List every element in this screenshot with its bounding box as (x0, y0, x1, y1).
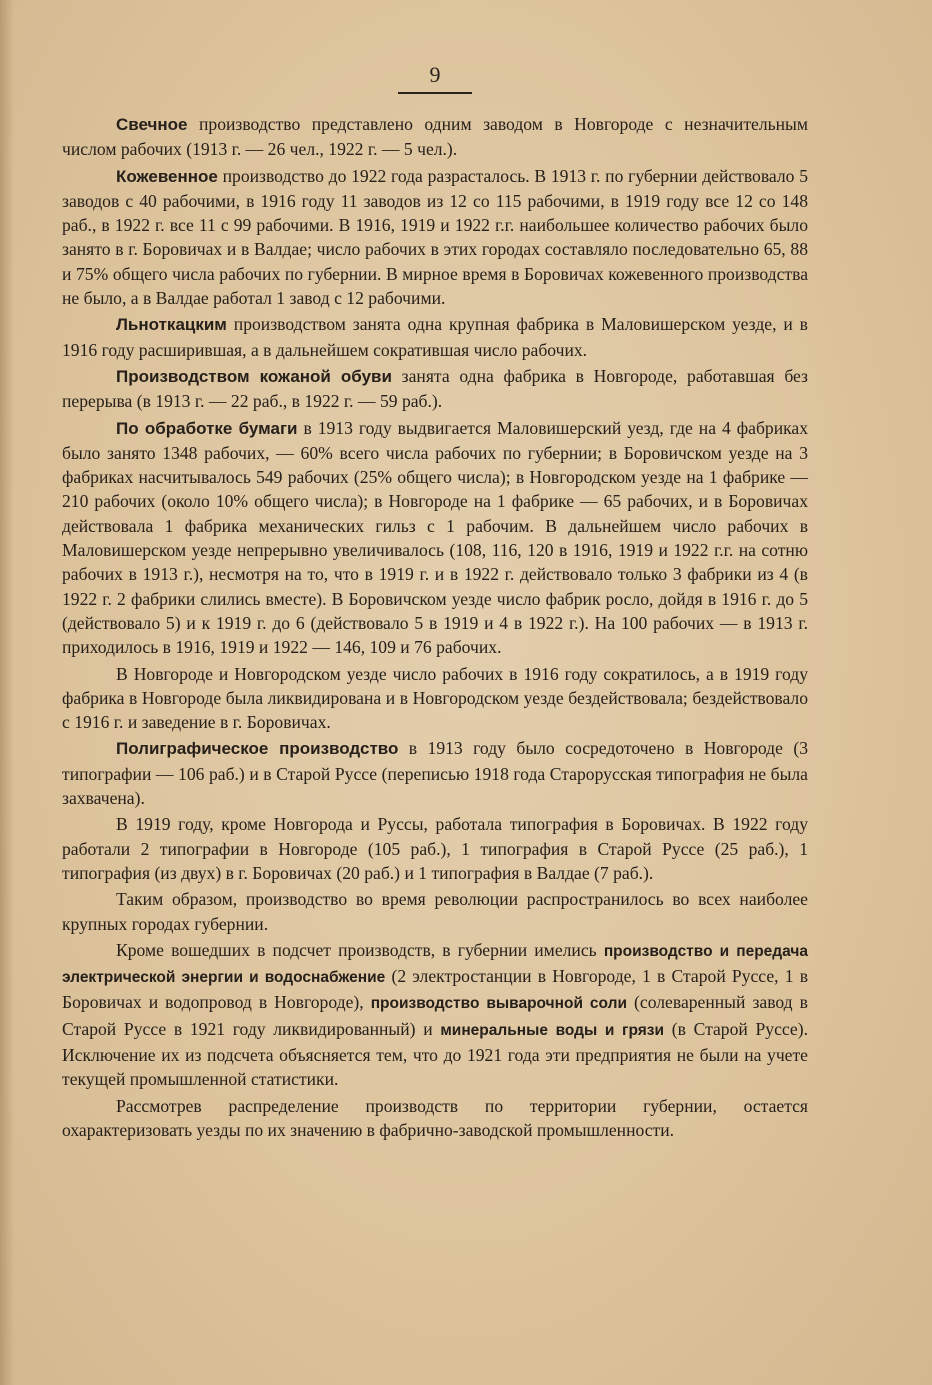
bold-term: минеральные воды и грязи (440, 1021, 665, 1039)
bold-term: Производством кожаной обуви (116, 366, 392, 386)
paragraph (62, 164, 808, 311)
paragraph-text: производство представлено одним заводом в Новгороде с незначительным числом рабочих (1913 г. — 26 чел., 1922 г. — 5 чел.). (62, 114, 808, 160)
page-number: 9 (398, 62, 472, 94)
bold-term: По обработке бумаги (116, 418, 298, 438)
paragraph (62, 887, 808, 936)
paragraph (62, 736, 808, 810)
paragraph-text: Кроме вошедших в подсчет производств, в губернии имелись (116, 939, 604, 960)
bold-term: производство выварочной соли (370, 995, 628, 1013)
paragraph (62, 312, 808, 362)
paragraph-text: (в Старой Руссе). Исключение их из подсчета объясняется тем, что до 1921 года эти предприятия не были на учете текущей промышленной статистики. (62, 1018, 808, 1090)
paragraph-text: (2 электростанции в Новгороде, 1 в Старой Руссе, 1 в Боровичах и водопровод в Новгороде), (62, 966, 809, 1013)
paragraph-text: производство до 1922 года разрасталось. В 1913 г. по губернии действовало 5 заводов с 40 рабочими, в 1916 году 11 заводов из 12 со 115 рабочими, в 1919 году все 12 со 148 раб., в 1922 г. все 11 с 99 рабочими. В 1916, 1919 и 1922 г.г. наибольшее количество рабочих было занято в г. Боровичах и в Валдае; число рабочих в этих городах составляло последовательно 65, 88 и 75% общего числа рабочих по губернии. В мирное время в Боровичах кожевенного производства не было, а в Валдае работал 1 завод с 12 рабочими. (62, 165, 808, 309)
bold-term: Полиграфическое производство (116, 739, 399, 759)
paragraph-text: Таким образом, производство во время революции распространилось во всех наиболее крупных городах губернии. (62, 889, 808, 934)
paragraph-text: в 1913 году было сосредоточено в Новгороде (3 типографии — 106 раб.) и в Старой Руссе (переписью 1918 года Старорусская типография не была захвачена). (62, 738, 809, 809)
paragraph-text: В Новгороде и Новгородском уезде число рабочих в 1916 году сократилось, а в 1919 году фабрика в Новгороде была ликвидирована и в Новгородском уезде бездействовала; бездействовало с 1916 г. и заведение в г. Боровичах. (62, 663, 808, 733)
bold-term: Свечное (116, 115, 188, 134)
body-text (62, 112, 808, 1144)
bold-term: производство и передача электрической энергии и водоснабжение (62, 942, 808, 987)
paragraph (62, 938, 808, 1092)
paragraph-text: производством занята одна крупная фабрика в Маловишерском уезде, и в 1916 году расширившая, а в дальнейшем сократившая число рабочих. (62, 314, 808, 360)
paragraph-text: в 1913 году выдвигается Маловишерский уезд, где на 4 фабриках было занято 1348 рабочих, — 60% всего числа рабочих по губернии; в Боровичском уезде на 3 фабриках насчитывалось 549 рабочих (25% общего числа); в Новгородском уезде на 1 фабрике — 210 рабочих (около 10% общего числа); в Новгороде на 1 фабрике — 65 рабочих, и в Боровичах действовала 1 фабрика механических гильз с 1 рабочим. В дальнейшем число рабочих в Маловишерском уезде непрерывно увеличивалось (108, 116, 120 в 1916, 1919 и 1922 г.г. на сотню рабочих в 1913 г.), несмотря на то, что в 1919 г. и в 1922 г. действовало только 3 фабрики из 4 (в 1922 г. 2 фабрики слились вместе). В Боровичском уезде число фабрик росло, дойдя в 1916 г. до 5 (действовало 5) и к 1919 г. до 6 (действовало 5 в 1919 и 4 в 1922 г.). На 100 рабочих — в 1913 г. приходилось в 1916, 1919 и 1922 — 146, 109 и 76 рабочих. (62, 417, 808, 658)
paragraph-text: (солеваренный завод в Старой Руссе в 1921 году ликвидированный) и (62, 992, 808, 1039)
paragraph (62, 364, 808, 414)
paragraph (62, 112, 808, 162)
bold-term: Кожевенное (116, 166, 218, 186)
bold-term: Льноткацким (116, 315, 227, 335)
paragraph (62, 416, 808, 660)
paragraph-text: занята одна фабрика в Новгороде, работавшая без перерыва (в 1913 г. — 22 раб., в 1922 г. — 59 раб.). (62, 365, 809, 412)
paragraph-text: Рассмотрев распределение производств по территории губернии, остается охарактеризовать уезды по их значению в фабрично-заводской промышленности. (62, 1095, 808, 1140)
paragraph (62, 662, 808, 735)
paragraph-text: В 1919 году, кроме Новгорода и Руссы, работала типография в Боровичах. В 1922 году работали 2 типографии в Новгороде (105 раб.), 1 типография в Старой Руссе (25 раб.), 1 типография (из двух) в г. Боровичах (20 раб.) и 1 типография в Валдае (7 раб.). (62, 814, 808, 883)
paragraph (62, 812, 808, 885)
paragraph (62, 1094, 808, 1143)
page-fold-shadow (0, 0, 14, 1385)
